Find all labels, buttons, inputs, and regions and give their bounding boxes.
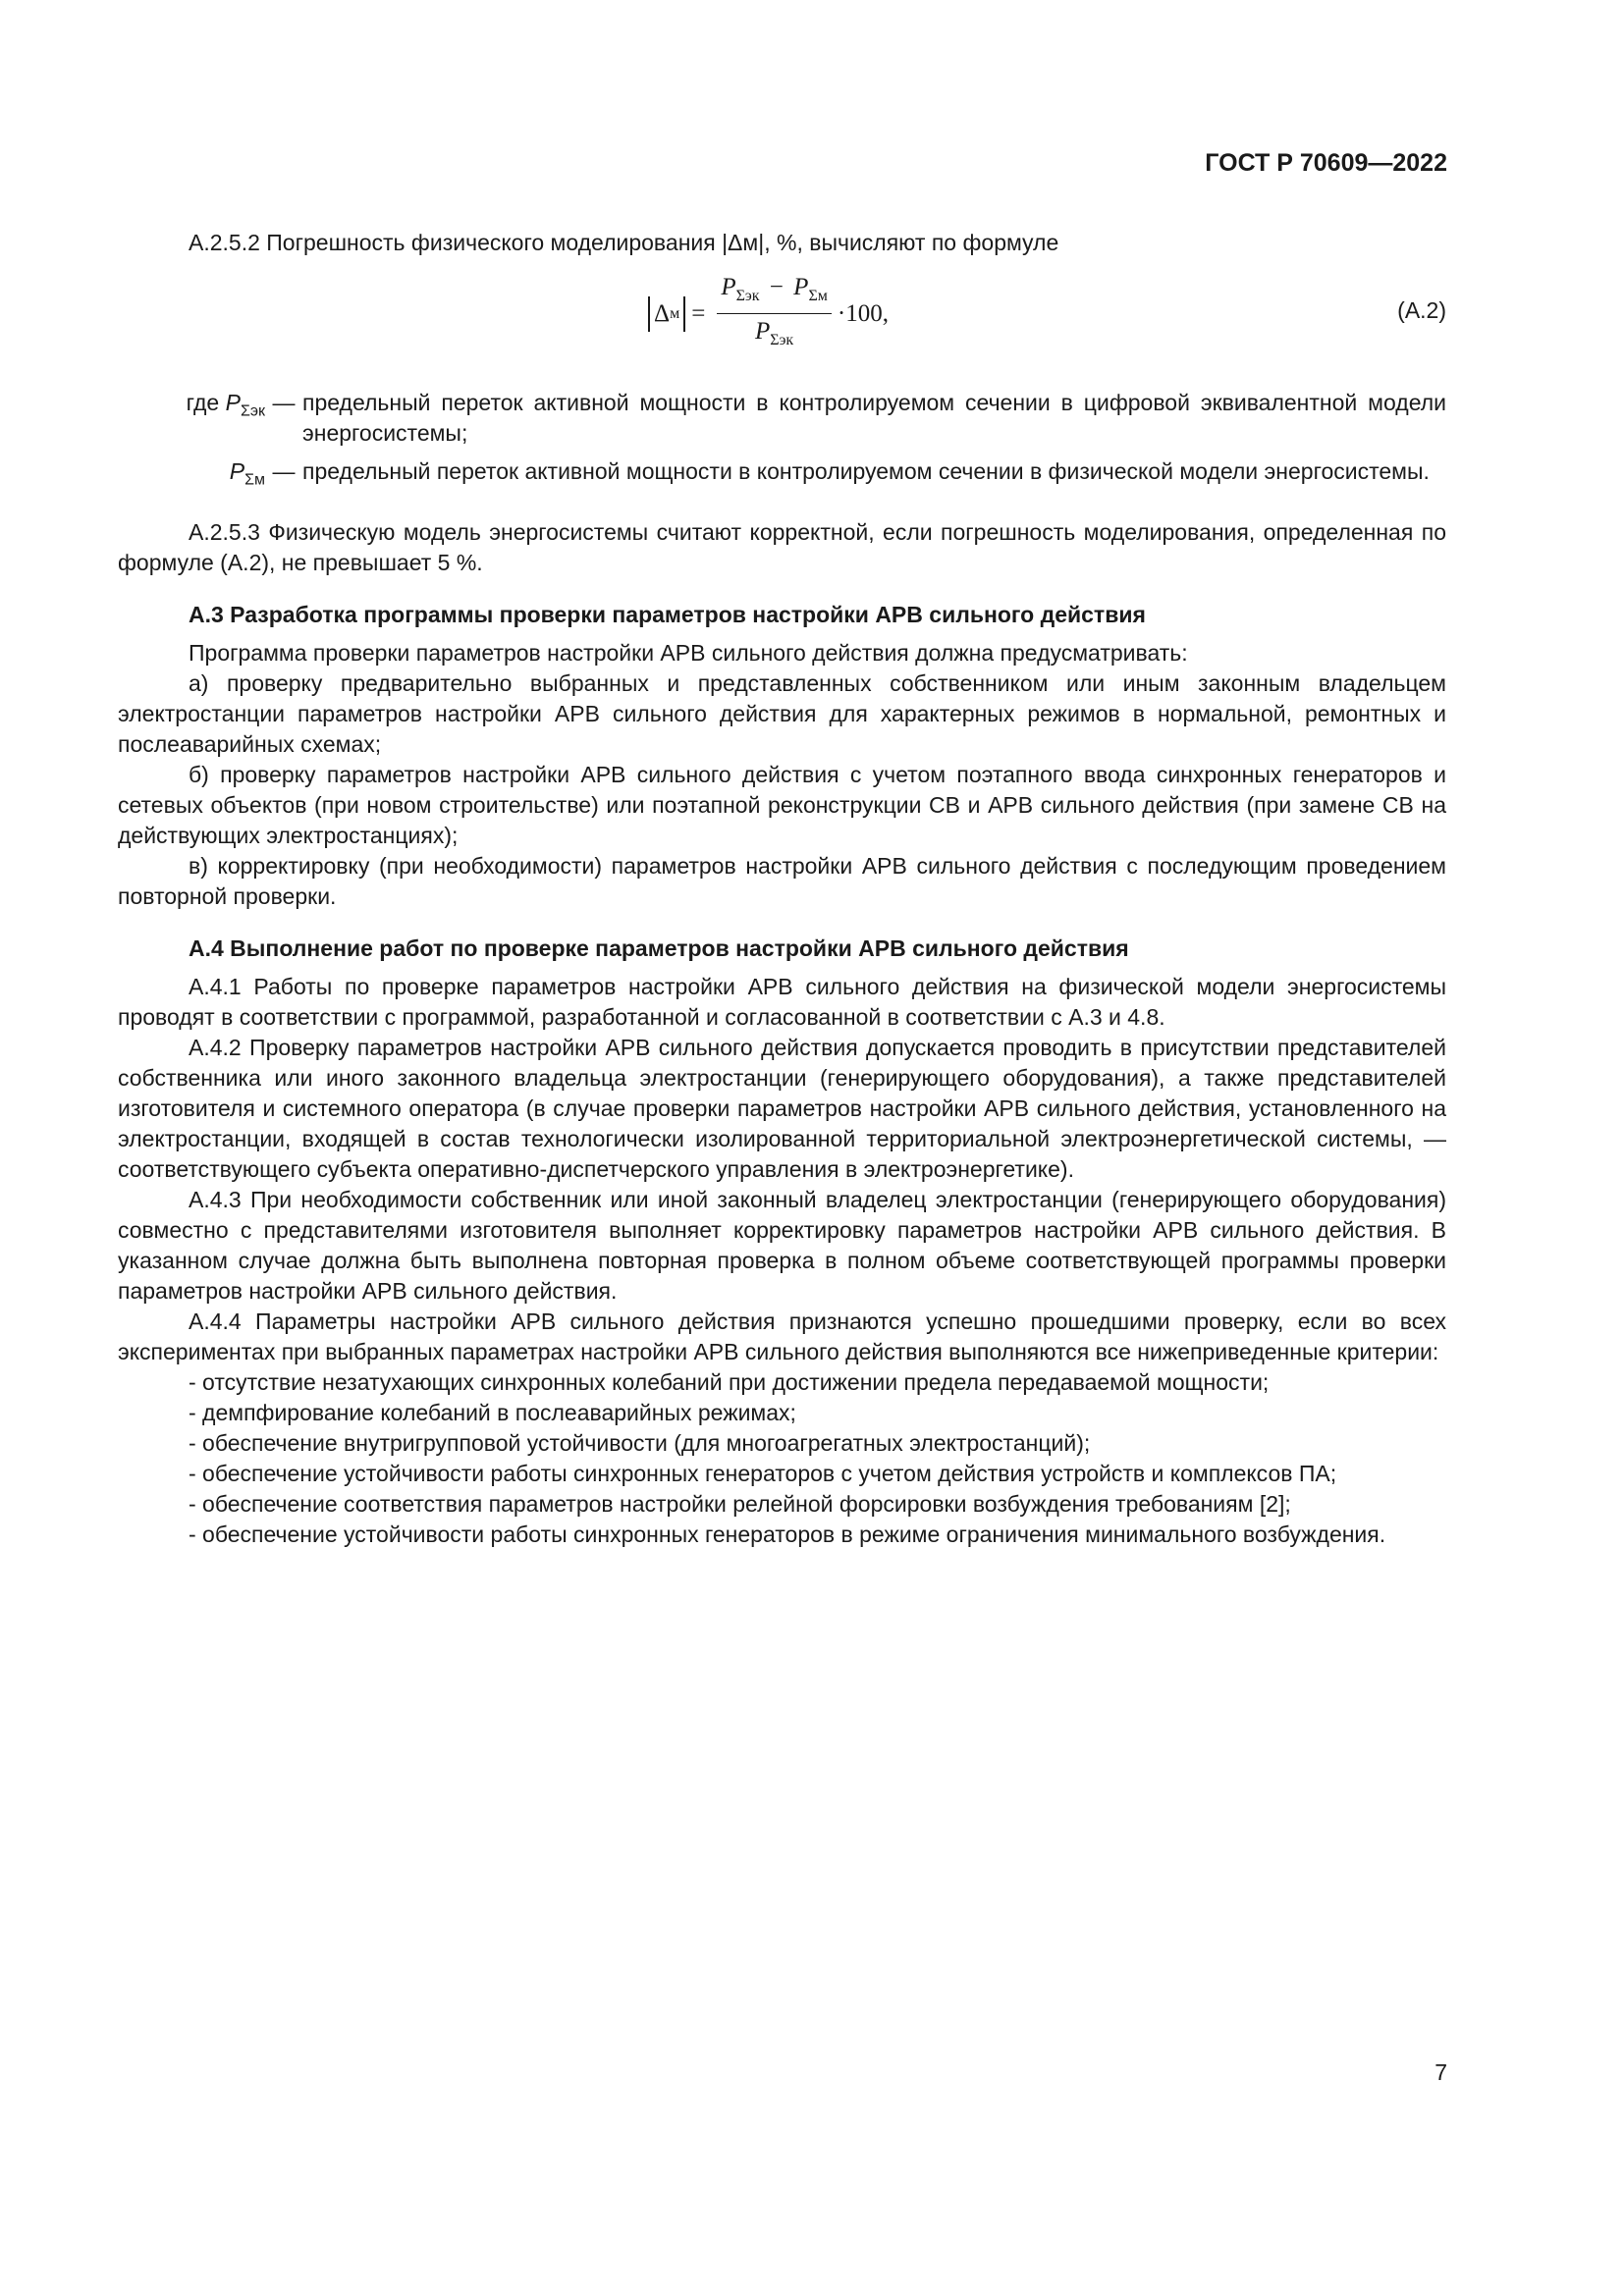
- paragraph-a253: А.2.5.3 Физическую модель энергосистемы считают корректной, если погрешность моделирования, определенная по формуле (А.2), не превышает 5 %.: [118, 518, 1446, 575]
- where-row: [118, 388, 1446, 449]
- paragraph-a252: А.2.5.2 Погрешность физического моделирования |Δм|, %, вычисляют по формуле: [189, 230, 1059, 255]
- criteria-item: - обеспечение внутригрупповой устойчивости (для многоагрегатных электростанций);: [189, 1429, 1091, 1456]
- minus-sign: −: [769, 274, 784, 300]
- formula-a2: [118, 268, 1446, 370]
- where-dash: —: [272, 390, 296, 415]
- fraction-denominator: [755, 314, 793, 355]
- paragraph: в) корректировку (при необходимости) параметров настройки АРВ сильного действия с последующим проведением повторной проверки.: [118, 852, 1446, 909]
- num-p1: P: [721, 274, 736, 300]
- criteria-item: - обеспечение устойчивости работы синхронных генераторов с учетом действия устройств и комплексов ПА;: [189, 1460, 1337, 1486]
- where-subscript: Σм: [244, 471, 265, 489]
- delta-subscript: м: [670, 305, 680, 322]
- criteria-item: - отсутствие незатухающих синхронных колебаний при достижении предела передаваемой мощности;: [189, 1368, 1270, 1395]
- paragraph: Программа проверки параметров настройки АРВ сильного действия должна предусматривать:: [189, 639, 1188, 666]
- criteria-item: - обеспечение устойчивости работы синхронных генераторов в режиме ограничения минимального возбуждения.: [189, 1521, 1386, 1547]
- section-heading-a4: А.4 Выполнение работ по проверке параметров настройки АРВ сильного действия: [189, 934, 1129, 961]
- criteria-item: - демпфирование колебаний в послеаварийных режимах;: [189, 1399, 796, 1425]
- paragraph: А.4.2 Проверку параметров настройки АРВ сильного действия допускается проводить в присутствии представителей собственника или иного законного владельца электростанции (генерирующего оборудования), а также представителей изготовителя и системного оператора (в случае проверки параметров настройки АРВ сильного действия, установленного на электростанции, входящей в состав технологически изолированной территориальной электроэнергетической системы, — соответствующего субъекта оперативно-диспетчерского управления в электроэнергетике).: [118, 1034, 1446, 1182]
- page-number: 7: [1435, 2059, 1447, 2085]
- where-prefix: где: [186, 390, 226, 415]
- paragraph: а) проверку предварительно выбранных и представленных собственником или иным законным владельцем электростанции параметров настройки АРВ сильного действия для характерных режимов в нормальной, ремонтных и послеаварийных схемах;: [118, 669, 1446, 757]
- abs-delta: [648, 296, 685, 332]
- formula-body: [648, 272, 889, 355]
- criteria-item: - обеспечение соответствия параметров настройки релейной форсировки возбуждения требованиям [2];: [189, 1490, 1291, 1517]
- where-subscript: Σэк: [240, 402, 265, 420]
- where-label: [118, 388, 265, 449]
- delta-symbol: Δ: [654, 300, 671, 327]
- num-p2-sub: Σм: [808, 288, 828, 304]
- paragraph: б) проверку параметров настройки АРВ сильного действия с учетом поэтапного ввода синхронных генераторов и сетевых объектов (при новом строительстве) или поэтапной реконструкции СВ и АРВ сильного действия (при замене СВ на действующих электростанциях);: [118, 761, 1446, 848]
- standard-header: ГОСТ Р 70609—2022: [1205, 149, 1447, 177]
- where-text: предельный переток активной мощности в контролируемом сечении в цифровой эквивалентной модели энергосистемы;: [302, 390, 1446, 446]
- where-label: [118, 456, 265, 496]
- where-block: [118, 388, 1446, 496]
- den-p-sub: Σэк: [770, 332, 794, 348]
- formula-tail: ·100,: [837, 300, 889, 327]
- den-p: P: [754, 318, 771, 345]
- where-dash: —: [272, 458, 296, 484]
- page-content: [118, 228, 1446, 1550]
- fraction: [717, 272, 832, 355]
- where-row: [118, 456, 1446, 496]
- where-symbol: P: [225, 390, 241, 415]
- num-p2: P: [793, 274, 809, 300]
- where-text: предельный переток активной мощности в контролируемом сечении в физической модели энергосистемы.: [302, 458, 1430, 484]
- paragraph: А.4.1 Работы по проверке параметров настройки АРВ сильного действия на физической модели энергосистемы проводят в соответствии с программой, разработанной и согласованной в соответствии с А.3 и 4.8.: [118, 973, 1446, 1030]
- where-symbol: P: [229, 458, 245, 484]
- paragraph: А.4.4 Параметры настройки АРВ сильного действия признаются успешно прошедшими проверку, если во всех экспериментах при выбранных параметрах настройки АРВ сильного действия выполняются все нижеприведенные критерии:: [118, 1308, 1446, 1364]
- section-heading-a3: А.3 Разработка программы проверки параметров настройки АРВ сильного действия: [189, 601, 1146, 627]
- fraction-numerator: [717, 272, 832, 314]
- equals-sign: =: [691, 300, 706, 327]
- num-p1-sub: Σэк: [735, 288, 760, 304]
- paragraph: А.4.3 При необходимости собственник или иной законный владелец электростанции (генерирующего оборудования) совместно с представителями изготовителя выполняет корректировку параметров настройки АРВ сильного действия. В указанном случае должна быть выполнена повторная проверка в полном объеме соответствующей программы проверки параметров настройки АРВ сильного действия.: [118, 1186, 1446, 1304]
- equation-number: (А.2): [1397, 297, 1446, 323]
